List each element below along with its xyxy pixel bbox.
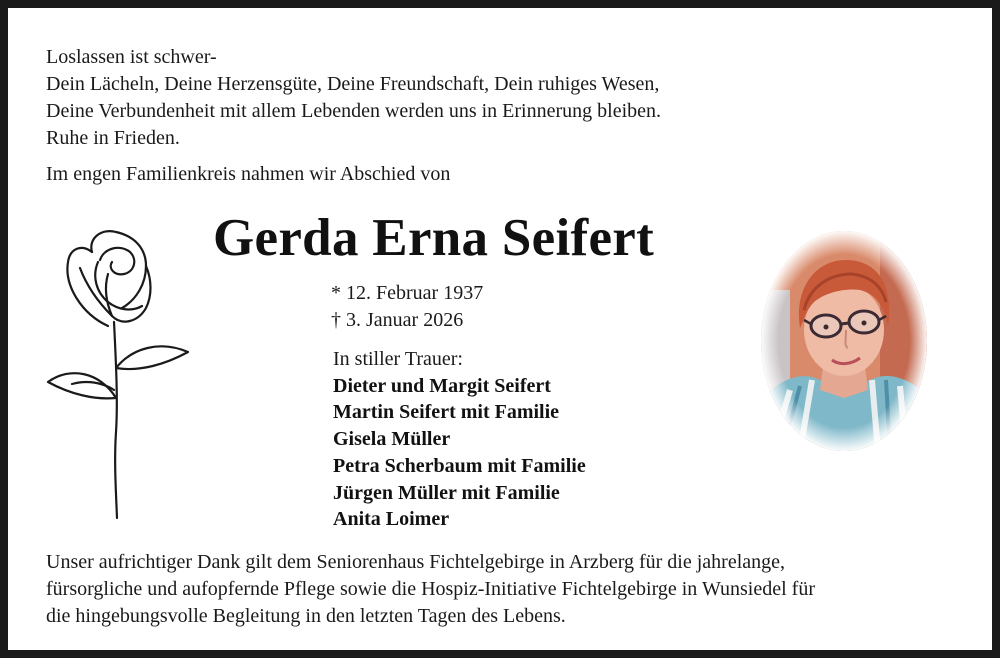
- intro-poem: [46, 44, 661, 152]
- intro-line: Dein Lächeln, Deine Herzensgüte, Deine Freundschaft, Dein ruhiges Wesen,: [46, 73, 660, 95]
- thanks-line: fürsorgliche und aufopfernde Pflege sowie die Hospiz-Initiative Fichtelgebirge in Wunsiedel für: [46, 578, 815, 600]
- intro-line: Loslassen ist schwer-: [46, 46, 217, 68]
- intro-line: Deine Verbundenheit mit allem Lebenden werden uns in Erinnerung bleiben.: [46, 100, 661, 122]
- mourner-name: Dieter und Margit Seifert: [333, 374, 551, 397]
- mourner-name: Gisela Müller: [333, 428, 451, 451]
- mourners-list: [333, 346, 586, 533]
- deceased-name: Gerda Erna Seifert: [213, 209, 655, 267]
- thanks-line: Unser aufrichtiger Dank gilt dem Seniorenhaus Fichtelgebirge in Arzberg für die jahrelange,: [46, 551, 786, 573]
- mourner-name: Petra Scherbaum mit Familie: [333, 454, 586, 477]
- farewell-text: Im engen Familienkreis nahmen wir Abschied von: [46, 163, 451, 185]
- death-date: † 3. Januar 2026: [331, 309, 464, 331]
- mourner-name: Martin Seifert mit Familie: [333, 401, 560, 424]
- mourning-label: In stiller Trauer:: [333, 348, 463, 370]
- life-dates: [331, 280, 483, 334]
- birth-date: * 12. Februar 1937: [331, 282, 484, 304]
- intro-line: Ruhe in Frieden.: [46, 127, 180, 149]
- mourner-name: Anita Loimer: [333, 508, 450, 531]
- rose-icon: [42, 222, 192, 527]
- thanks-text: [46, 549, 815, 630]
- portrait-photo: [760, 230, 928, 457]
- mourner-name: Jürgen Müller mit Familie: [333, 481, 560, 504]
- thanks-line: die hingebungsvolle Begleitung in den letzten Tagen des Lebens.: [46, 605, 566, 627]
